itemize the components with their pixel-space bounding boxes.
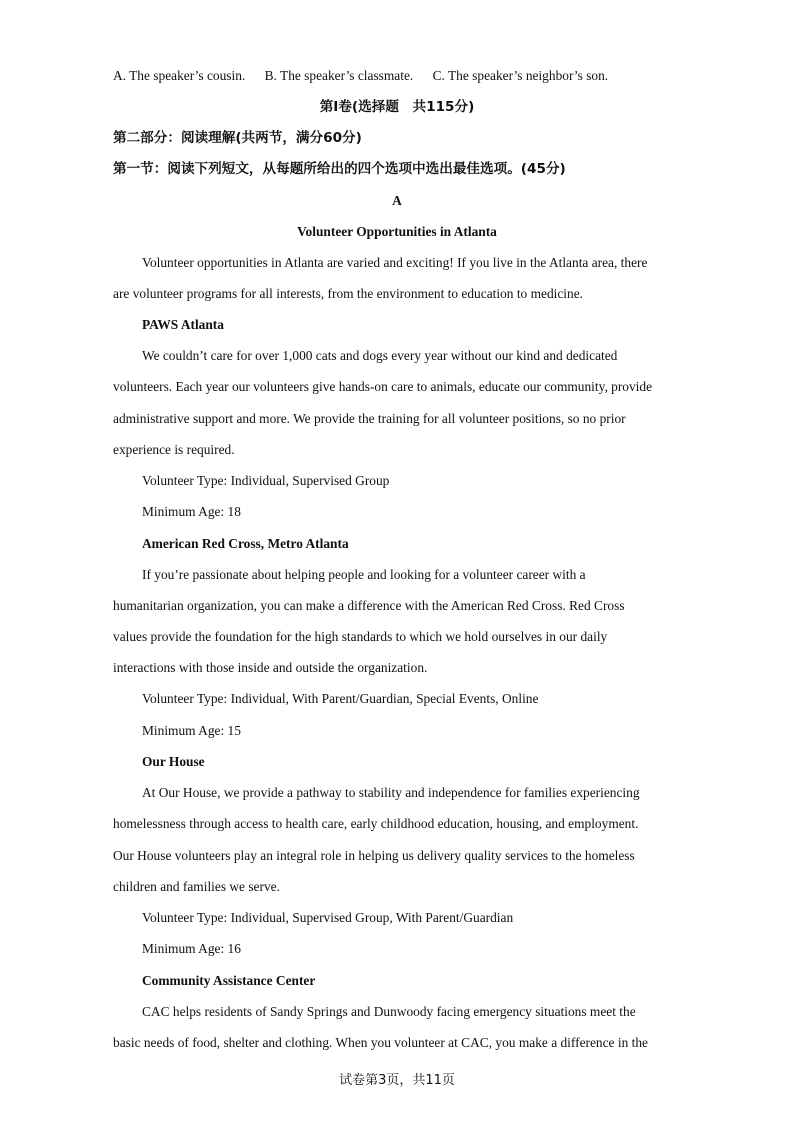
red-cross-line: humanitarian organization, you can make a difference with the American Red Cross. Red Cross (113, 598, 625, 613)
part-header: 第I卷(选择题 共115分) (319, 99, 475, 115)
our-house-line: Our House volunteers play an integral role in helping us delivery quality services to the homeless (113, 848, 635, 863)
paws-line: administrative support and more. We provide the training for all volunteer positions, so no prior (113, 411, 626, 426)
red-cross-volunteer-type: Volunteer Type: Individual, With Parent/Guardian, Special Events, Online (142, 691, 539, 706)
red-cross-line: values provide the foundation for the high standards to which we hold ourselves in our daily (113, 629, 608, 644)
answer-options-row (113, 67, 681, 85)
red-cross-line: interactions with those inside and outside the organization. (113, 660, 428, 675)
intro-line: Volunteer opportunities in Atlanta are varied and exciting! If you live in the Atlanta area, there (142, 255, 648, 270)
red-cross-line: If you’re passionate about helping people and looking for a volunteer career with a (142, 567, 586, 582)
cac-line: basic needs of food, shelter and clothing. When you volunteer at CAC, you make a difference in the (113, 1035, 648, 1050)
org-heading-red-cross: American Red Cross, Metro Atlanta (142, 536, 349, 551)
cac-line: CAC helps residents of Sandy Springs and Dunwoody facing emergency situations meet the (142, 1004, 636, 1019)
our-house-volunteer-type: Volunteer Type: Individual, Supervised Group, With Parent/Guardian (142, 910, 514, 925)
red-cross-minimum-age: Minimum Age: 15 (142, 723, 241, 738)
option-c: C. The speaker’s neighbor’s son. (432, 68, 609, 83)
option-a: A. The speaker’s cousin. (113, 68, 246, 83)
our-house-line: homelessness through access to health care, early childhood education, housing, and employment. (113, 816, 639, 831)
paws-line: volunteers. Each year our volunteers give hands-on care to animals, educate our community, provide (113, 379, 653, 394)
paws-minimum-age: Minimum Age: 18 (142, 504, 241, 519)
paws-volunteer-type: Volunteer Type: Individual, Supervised Group (142, 473, 390, 488)
intro-line: are volunteer programs for all interests, from the environment to education to medicine. (113, 286, 584, 301)
org-heading-paws: PAWS Atlanta (142, 317, 224, 332)
our-house-minimum-age: Minimum Age: 16 (142, 941, 241, 956)
our-house-line: children and families we serve. (113, 879, 280, 894)
section-header: 第二部分：阅读理解(共两节，满分60分) (113, 130, 362, 146)
paws-line: experience is required. (113, 442, 235, 457)
page-footer: 试卷第3页，共11页 (339, 1073, 455, 1088)
org-heading-cac: Community Assistance Center (142, 973, 316, 988)
our-house-line: At Our House, we provide a pathway to stability and independence for families experiencing (142, 785, 640, 800)
paws-line: We couldn’t care for over 1,000 cats and dogs every year without our kind and dedicated (142, 348, 618, 363)
passage-title: Volunteer Opportunities in Atlanta (297, 224, 497, 239)
passage-letter: A (392, 193, 402, 208)
section-instruction: 第一节：阅读下列短文，从每题所给出的四个选项中选出最佳选项。(45分) (113, 161, 566, 177)
org-heading-our-house: Our House (142, 754, 205, 769)
option-b: B. The speaker’s classmate. (264, 68, 414, 83)
